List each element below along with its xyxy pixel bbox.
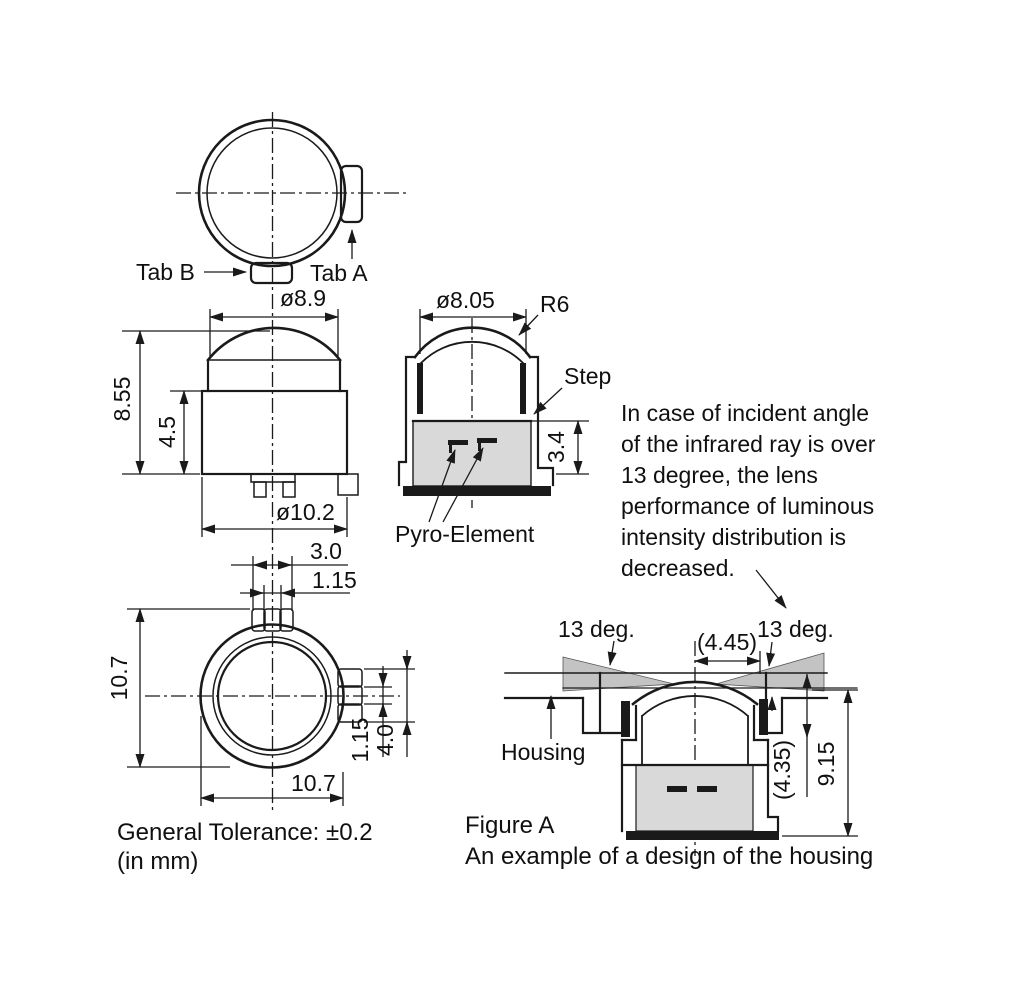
lens-radius-label: R6 [540, 291, 570, 317]
dim-inner-dia: ø8.05 [436, 287, 495, 313]
deg-left-label: 13 deg. [558, 616, 635, 642]
dim-total-height: 8.55 [109, 376, 135, 422]
bottom-pin [254, 482, 266, 497]
dim-lens-dia: ø8.9 [280, 285, 327, 311]
step-label: Step [564, 363, 612, 389]
base-plate [403, 486, 551, 496]
tab-a-label: Tab A [310, 260, 368, 286]
dim-tab-width: 3.0 [310, 538, 342, 564]
note-line: of the infrared ray is over [621, 431, 876, 457]
pyro-element-mark-stem [449, 445, 452, 453]
bottom-view [106, 538, 415, 806]
deg-right-label: 13 deg. [757, 616, 834, 642]
units-text: (in mm) [117, 848, 199, 875]
dim-height-total: 10.7 [106, 655, 132, 701]
sensor-tab-right [759, 699, 768, 735]
figure-a [465, 616, 873, 870]
housing-label: Housing [501, 739, 586, 765]
note-line: In case of incident angle [621, 400, 870, 426]
note-line: performance of luminous [621, 493, 875, 519]
dim-body-dia: ø10.2 [276, 499, 335, 525]
dim-side-tab-center: 1.15 [347, 717, 373, 763]
dim-element-height: 3.4 [543, 431, 569, 463]
lens-inner-wall [417, 363, 423, 414]
tolerance-note [117, 819, 373, 875]
pyro-element-mark [697, 786, 717, 792]
dim-total-depth: 9.15 [813, 741, 839, 787]
dim-tab-center: 1.15 [312, 567, 357, 593]
side-view [109, 285, 358, 537]
pyro-element-mark [667, 786, 687, 792]
deg-right-leader [769, 642, 772, 666]
dim-side-tab-length: 4.0 [372, 724, 398, 756]
section-view [395, 287, 611, 547]
bottom-pin [283, 482, 295, 497]
dim-width-total: 10.7 [291, 770, 336, 796]
note-block [621, 400, 876, 608]
tab-b-label: Tab B [136, 259, 195, 285]
figure-caption-text: An example of a design of the housing [465, 843, 874, 870]
lens-dome [208, 328, 340, 360]
pyro-element-mark-stem [478, 443, 481, 451]
ray-cone-left [563, 657, 674, 691]
pyro-element-mark [477, 438, 497, 443]
body-outline [202, 391, 347, 474]
deg-left-leader [610, 641, 614, 665]
pyro-element-label: Pyro-Element [395, 521, 535, 547]
sensor-base-plate [626, 831, 779, 840]
sensor-tab-left [621, 701, 630, 737]
figure-caption-title: Figure A [465, 812, 555, 839]
dim-aperture: (4.45) [696, 629, 758, 655]
lens-inner-wall [520, 363, 526, 414]
element-block [413, 421, 531, 486]
note-arrow [756, 570, 786, 608]
note-line: intensity distribution is [621, 524, 846, 550]
sensor-element-block [636, 765, 753, 831]
side-tab [338, 474, 358, 495]
note-line: decreased. [621, 555, 735, 581]
note-line: 13 degree, the lens [621, 462, 818, 488]
dim-body-height: 4.5 [154, 416, 180, 448]
tolerance-text: General Tolerance: ±0.2 [117, 819, 373, 846]
pyro-element-mark [448, 440, 468, 445]
lens-radius-leader [519, 315, 538, 335]
dim-inner-depth: (4.35) [769, 739, 795, 801]
